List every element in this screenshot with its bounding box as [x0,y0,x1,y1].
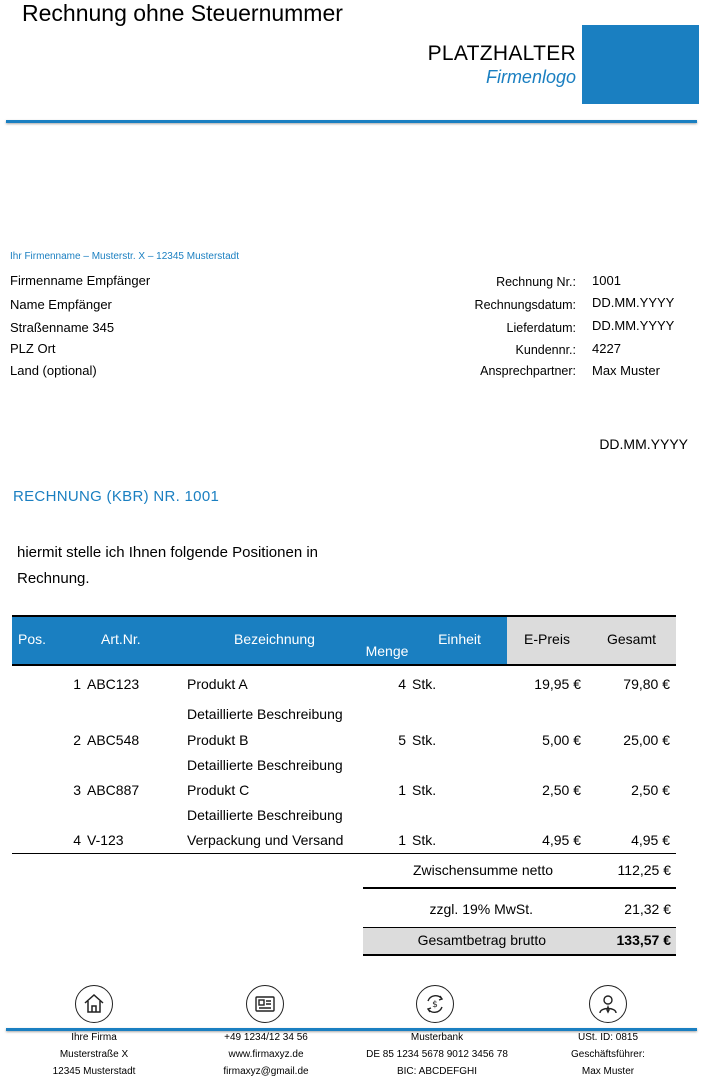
row-qty: 1 [398,782,406,798]
row-total: 2,50 € [631,782,670,798]
delivery-date-value: DD.MM.YYYY [592,318,675,333]
recipient-company: Firmenname Empfänger [10,273,151,288]
header-pos: Pos. [12,616,87,665]
row-detail: Detaillierte Beschreibung [187,757,343,773]
recipient-street: Straßenname 345 [10,320,115,335]
logo-line2: Firmenlogo [485,67,576,87]
row-art: ABC887 [87,782,140,798]
delivery-date-label: Lieferdatum: [506,321,576,335]
recipient-city: PLZ Ort [10,341,56,356]
table-row [12,665,676,701]
row-desc: Produkt A [187,675,248,692]
header-art: Art.Nr. [87,616,187,665]
customer-number-label: Kundennr.: [515,343,576,357]
row-total: 25,00 € [623,732,670,748]
gross-total-row [363,927,676,956]
contact-person-label: Ansprechpartner: [480,364,576,378]
footer-bank-line1: Musterbank [410,1032,464,1043]
row-art: ABC548 [87,732,140,748]
invoice-date-label: Rechnungsdatum: [474,298,576,312]
row-price: 5,00 € [542,732,581,748]
contact-card-icon [246,985,284,1023]
recipient-country: Land (optional) [10,363,97,378]
invoice-number-label: Rechnung Nr.: [496,275,576,289]
row-desc: Produkt B [187,732,249,748]
row-price: 4,95 € [507,827,587,853]
svg-text:$: $ [432,1000,438,1010]
header-desc: Bezeichnung [187,616,362,665]
bank-exchange-icon [416,985,454,1023]
footer-contact-line3: firmaxyz@gmail.de [223,1066,309,1077]
recipient-name: Name Empfänger [10,297,112,312]
footer-contact [191,1029,341,1080]
subtotal-value: 112,25 € [617,862,671,878]
vat-row [363,897,676,923]
table-row [12,727,676,753]
row-detail: Detaillierte Beschreibung [187,706,343,722]
row-pos: 4 [12,827,87,853]
table-header-row [12,616,676,665]
table-row-detail [12,803,676,827]
table-row-detail [12,701,676,727]
footer-company-line3: 12345 Musterstadt [52,1066,136,1077]
footer-company-line2: Musterstraße X [59,1049,129,1060]
items-table [12,615,676,854]
logo-box [582,25,699,104]
customer-number-value: 4227 [592,341,621,356]
invoice-date-value: DD.MM.YYYY [592,295,675,310]
person-icon [589,985,627,1023]
table-row [12,777,676,803]
row-price: 2,50 € [542,782,581,798]
footer-tax-line1: USt. ID: 0815 [577,1032,639,1043]
footer-contact-line1: +49 1234/12 34 56 [224,1032,308,1043]
table-row [12,827,676,853]
row-unit: Stk. [412,782,437,798]
row-art: V-123 [87,827,187,853]
footer-company-line1: Ihre Firma [71,1032,117,1043]
footer-contact-line2: www.firmaxyz.de [228,1049,304,1060]
gross-label: Gesamtbetrag brutto [417,932,546,948]
row-desc: Produkt C [187,782,250,798]
table-row-detail [12,753,676,777]
logo-line1: PLATZHALTER [427,42,576,65]
row-detail: Detaillierte Beschreibung [187,807,343,823]
footer-bank-line2: DE 85 1234 5678 9012 3456 78 [366,1049,508,1060]
row-desc: Verpackung und Versand [187,827,362,853]
row-qty: 4 [398,675,406,692]
subtotal-row [363,858,676,889]
footer-tax-line2: Geschäftsführer: [571,1049,645,1060]
footer-bank [345,1029,529,1080]
subtotal-label: Zwischensumme netto [412,862,553,878]
company-logo [428,42,576,88]
row-total: 79,80 € [623,675,670,692]
header-price: E-Preis [507,616,587,665]
row-unit: Stk. [412,732,437,748]
header-rule [6,120,697,123]
header-qty: Menge [362,616,412,665]
footer-company [19,1029,169,1080]
row-unit: Stk. [412,827,507,853]
header-unit: Einheit [412,616,507,665]
vat-label: zzgl. 19% MwSt. [429,901,533,917]
footer-bank-line3: BIC: ABCDEFGHI [396,1066,477,1077]
gross-value: 133,57 € [616,932,671,948]
sender-line: Ihr Firmenname – Musterstr. X – 12345 Musterstadt [10,251,239,262]
document-date: DD.MM.YYYY [599,436,688,452]
row-price: 19,95 € [534,675,581,692]
row-art: ABC123 [87,675,140,692]
row-pos: 2 [73,732,81,748]
vat-value: 21,32 € [624,901,671,917]
row-unit: Stk. [412,675,437,692]
row-pos: 1 [73,675,81,692]
home-icon [75,985,113,1023]
invoice-number-value: 1001 [592,273,621,288]
row-qty: 1 [362,827,412,853]
footer-tax [533,1029,683,1080]
row-pos: 3 [73,782,81,798]
intro-text: hiermit stelle ich Ihnen folgende Positionen in Rechnung. [17,544,319,587]
contact-person-value: Max Muster [592,363,660,378]
invoice-heading: RECHNUNG (KBR) NR. 1001 [13,488,220,505]
header-total: Gesamt [587,616,676,665]
row-total: 4,95 € [587,827,676,853]
row-qty: 5 [398,732,406,748]
footer-tax-line3: Max Muster [581,1066,635,1077]
document-title: Rechnung ohne Steuernummer [22,0,343,26]
